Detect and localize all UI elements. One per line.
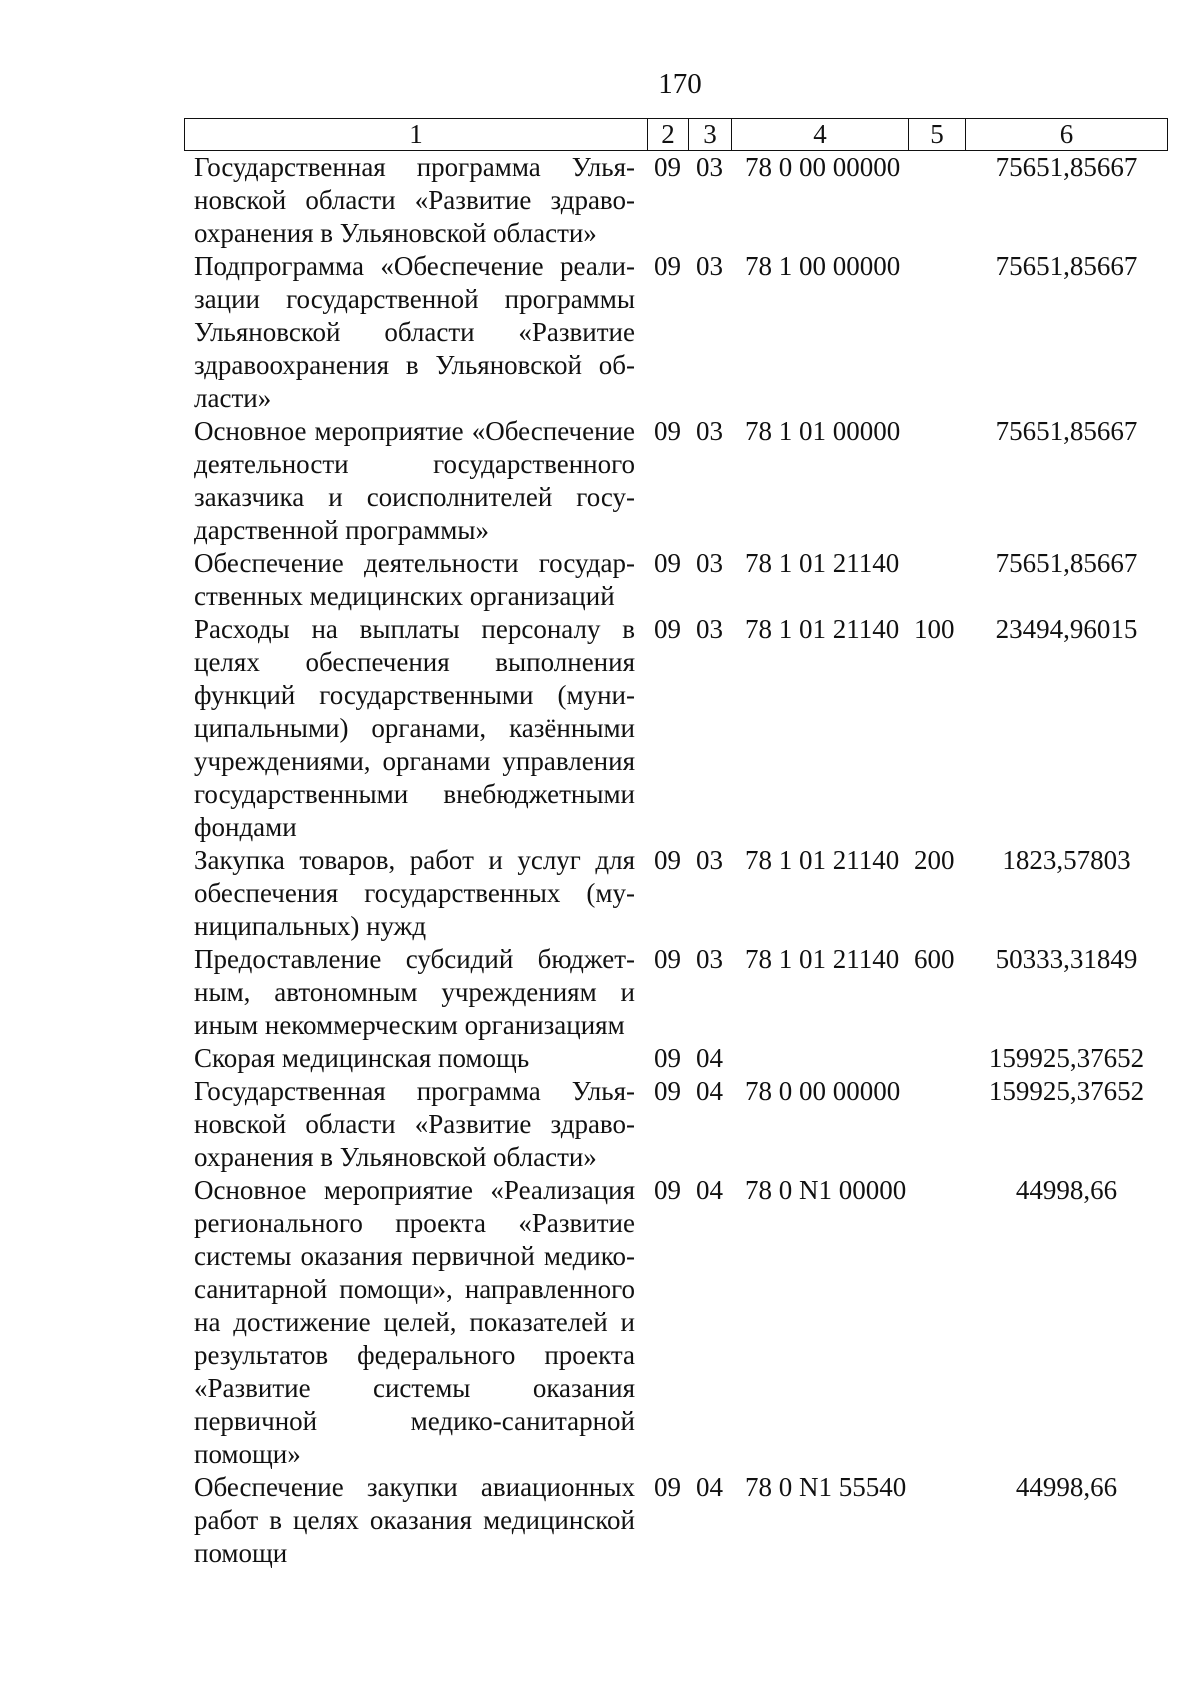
row-amount: 75651,85667	[995, 416, 1138, 446]
row-amount: 159925,37652	[988, 1043, 1145, 1073]
row-name: Расходы на выплаты персоналу в целях обеспечения выполнения функций государственными (муниципальными) органами, казёнными учреждениями, органами управления государственными внебюджетными фондами	[194, 614, 635, 842]
row-subsection: 03	[696, 416, 723, 446]
row-section: 09	[654, 944, 681, 974]
row-target-code: 78 0 N1 55540	[745, 1472, 907, 1502]
table-row	[184, 1075, 1168, 1174]
row-section: 09	[654, 251, 681, 281]
row-expense-type	[908, 1471, 965, 1570]
column-header-3: 3	[688, 118, 731, 151]
table-row	[184, 151, 1168, 250]
row-section: 09	[654, 416, 681, 446]
row-target-code: 78 1 01 21140	[745, 548, 900, 578]
row-section: 09	[654, 1472, 681, 1502]
row-expense-type	[908, 1042, 965, 1075]
row-expense-type	[908, 151, 965, 250]
column-header-4: 4	[731, 118, 908, 151]
row-target-code: 78 0 N1 00000	[745, 1175, 907, 1205]
row-subsection: 04	[696, 1076, 723, 1106]
row-expense-type	[908, 415, 965, 547]
row-subsection: 03	[696, 548, 723, 578]
row-amount: 44998,66	[1015, 1175, 1118, 1205]
table-row	[184, 547, 1168, 613]
table-header-row	[184, 118, 1168, 151]
row-amount: 50333,31849	[995, 944, 1138, 974]
row-subsection: 03	[696, 944, 723, 974]
row-name: Основное мероприятие «Обеспечение деятельности государственного заказчика и соисполнителей государственной программы»	[194, 416, 635, 545]
table-row	[184, 613, 1168, 844]
row-subsection: 03	[696, 614, 723, 644]
column-header-6: 6	[965, 118, 1168, 151]
table-row	[184, 1042, 1168, 1075]
row-target-code: 78 0 00 00000	[745, 152, 901, 182]
row-section: 09	[654, 1175, 681, 1205]
table-row	[184, 1471, 1168, 1570]
row-target-code: 78 1 01 00000	[745, 416, 901, 446]
budget-table	[184, 118, 1168, 1570]
row-subsection: 04	[696, 1175, 723, 1205]
row-subsection: 04	[696, 1472, 723, 1502]
row-amount: 75651,85667	[995, 152, 1138, 182]
row-section: 09	[654, 845, 681, 875]
row-target-code: 78 1 01 21140	[745, 944, 900, 974]
table-row	[184, 1174, 1168, 1471]
row-subsection: 03	[696, 152, 723, 182]
row-expense-type	[908, 1174, 965, 1471]
column-header-5: 5	[908, 118, 965, 151]
row-target-code: 78 1 01 21140	[745, 845, 900, 875]
row-subsection: 04	[696, 1043, 723, 1073]
row-subsection: 03	[696, 251, 723, 281]
row-name: Обеспечение деятельности государственных медицинских организаций	[194, 548, 635, 611]
row-section: 09	[654, 548, 681, 578]
row-name: Предоставление субсидий бюджетным, автономным учреждениям и иным некоммерческим организациям	[194, 944, 635, 1040]
table-row	[184, 250, 1168, 415]
row-name: Государственная программа Ульяновской области «Развитие здравоохранения в Ульяновской области»	[194, 152, 635, 248]
row-amount: 1823,57803	[1002, 845, 1131, 875]
row-name: Государственная программа Ульяновской области «Развитие здравоохранения в Ульяновской области»	[194, 1076, 635, 1172]
table-row	[184, 844, 1168, 943]
row-target-code: 78 0 00 00000	[745, 1076, 901, 1106]
row-amount: 23494,96015	[995, 614, 1138, 644]
row-name: Скорая медицинская помощь	[194, 1043, 530, 1073]
row-section: 09	[654, 1043, 681, 1073]
column-header-2: 2	[647, 118, 688, 151]
row-name: Основное мероприятие «Реализация регионального проекта «Развитие системы оказания первичной медико-санитарной помощи», направленного на достижение целей, показателей и результатов федерального проекта «Развитие системы оказания первичной медико-санитарной помощи»	[194, 1175, 635, 1469]
row-expense-type	[908, 250, 965, 415]
row-name: Закупка товаров, работ и услуг для обеспечения государственных (муниципальных) нужд	[194, 845, 635, 941]
page-number: 170	[658, 68, 702, 100]
row-amount: 159925,37652	[988, 1076, 1145, 1106]
row-name: Подпрограмма «Обеспечение реализации государственной программы Ульяновской области «Развитие здравоохранения в Ульяновской области»	[194, 251, 635, 413]
row-target-code: 78 1 00 00000	[745, 251, 901, 281]
row-expense-type: 600	[914, 944, 955, 974]
row-amount: 75651,85667	[995, 548, 1138, 578]
row-expense-type: 100	[914, 614, 955, 644]
row-expense-type: 200	[914, 845, 955, 875]
row-section: 09	[654, 1076, 681, 1106]
table-row	[184, 943, 1168, 1042]
table-body	[184, 151, 1168, 1570]
row-target-code: 78 1 01 21140	[745, 614, 900, 644]
row-target-code	[731, 1042, 908, 1075]
row-amount: 44998,66	[1015, 1472, 1118, 1502]
row-section: 09	[654, 152, 681, 182]
table-row	[184, 415, 1168, 547]
row-amount: 75651,85667	[995, 251, 1138, 281]
column-header-1: 1	[184, 118, 647, 151]
row-expense-type	[908, 1075, 965, 1174]
row-name: Обеспечение закупки авиационных работ в целях оказания медицинской помощи	[194, 1472, 635, 1568]
row-expense-type	[908, 547, 965, 613]
row-section: 09	[654, 614, 681, 644]
row-subsection: 03	[696, 845, 723, 875]
